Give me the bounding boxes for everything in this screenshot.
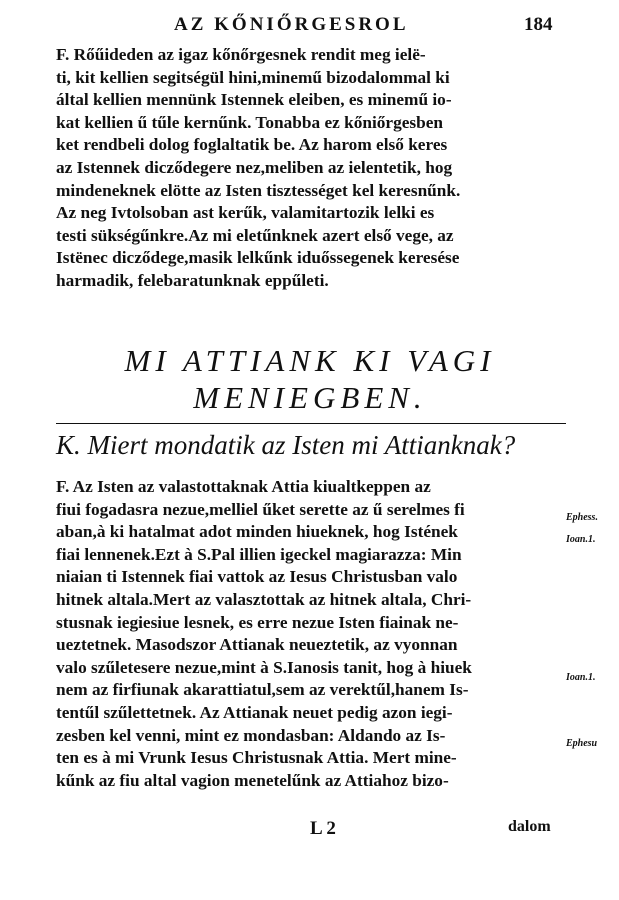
text-line: F. Az Isten az valastottaknak Attia kiualtkeppen az [56,477,431,496]
section-heading-line-1: MI ATTIANK KI VAGI [124,343,496,378]
catchword: dalom [508,818,551,835]
text-line: ket rendbeli dolog foglaltatik be. Az harom első keres [56,135,448,155]
text-line: testi sükségűnkre.Az mi eletűnknek azert első vege, az [56,225,454,245]
margin-note-ephesians-2: Ephesu [566,738,598,749]
text-line: stusnak iegiesiue lesnek, es erre nezue Isten fiainak ne- [56,612,459,632]
paragraph-2 [56,476,566,792]
signature-mark: L 2 [310,818,336,839]
page-number: 184 [524,14,553,35]
text-line: fiai lennenek.Ezt à S.Pal illien igeckel magiarazza: Min [56,544,462,564]
text-line: által kellien mennünk Istennek eleiben, es minemű io- [56,90,452,110]
text-line: zesben kel venni, mint ez mondasban: Aldando az Is- [56,725,446,745]
margin-note-ephesians: Ephess. [566,512,598,523]
text-line: ten es à mi Vrunk Iesus Christusnak Attia. Mert mine- [56,748,457,768]
question-heading: K. Miert mondatik az Isten mi Attianknak? [56,430,516,460]
text-line: hitnek altala.Mert az valasztottak az hitnek altala, Chri- [56,589,472,609]
text-line: Az neg Ivtolsoban ast kerűk, valamitartozik lelki es [56,203,435,223]
text-line: F. Rőűideden az igaz kőnőrgesnek rendit meg ielë- [56,45,426,64]
text-line: valo szűletesere nezue,mint à S.Ianosis tanit, hog à hiuek [56,657,472,677]
text-line: az Istennek dicződegere nez,meliben az ielentetik, hog [56,157,453,177]
paragraph-1 [56,44,566,293]
text-line: kűnk az fiu altal vagion menetelűnk az Attiahoz bizo- [56,770,449,790]
section-heading-line-2: MENIEGBEN. [193,380,427,415]
text-line: fiui fogadasra nezue,melliel űket serette az ű serelmes fi [56,499,465,519]
text-line: ti, kit kellien segitségül hini,minemű bizodalommal ki [56,67,450,87]
text-line: mindeneknek elötte az Isten tisztességet kel keresnűnk. [56,180,461,200]
divider-rule [56,423,566,424]
text-line: Istënec dicződege,masik lelkűnk iduőssegenek keresése [56,248,460,268]
text-line: aban,à ki hatalmat adot minden hiueknek, hog Istének [56,522,458,542]
running-head-title: AZ KŐNIŐRGESROL [174,14,409,35]
margin-note-john-2: Ioan.1. [566,672,596,683]
running-head [0,14,619,42]
margin-note-john: Ioan.1. [566,534,596,545]
text-line: kat kellien ű tűle kernűnk. Tonabba ez kőniőrgesben [56,112,444,132]
text-line: tentűl szűlettetnek. Az Attianak neuet pedig azon iegi- [56,702,453,722]
text-line: ueztetnek. Masodszor Attianak neueztetik, az vyonnan [56,635,458,655]
text-line: niaian ti Istennek fiai vattok az Iesus Christusban valo [56,567,458,587]
text-line: harmadik, felebaratunknak eppűleti. [56,270,329,290]
text-line: nem az firfiunak akarattiatul,sem az verektűl,hanem Is- [56,680,469,700]
